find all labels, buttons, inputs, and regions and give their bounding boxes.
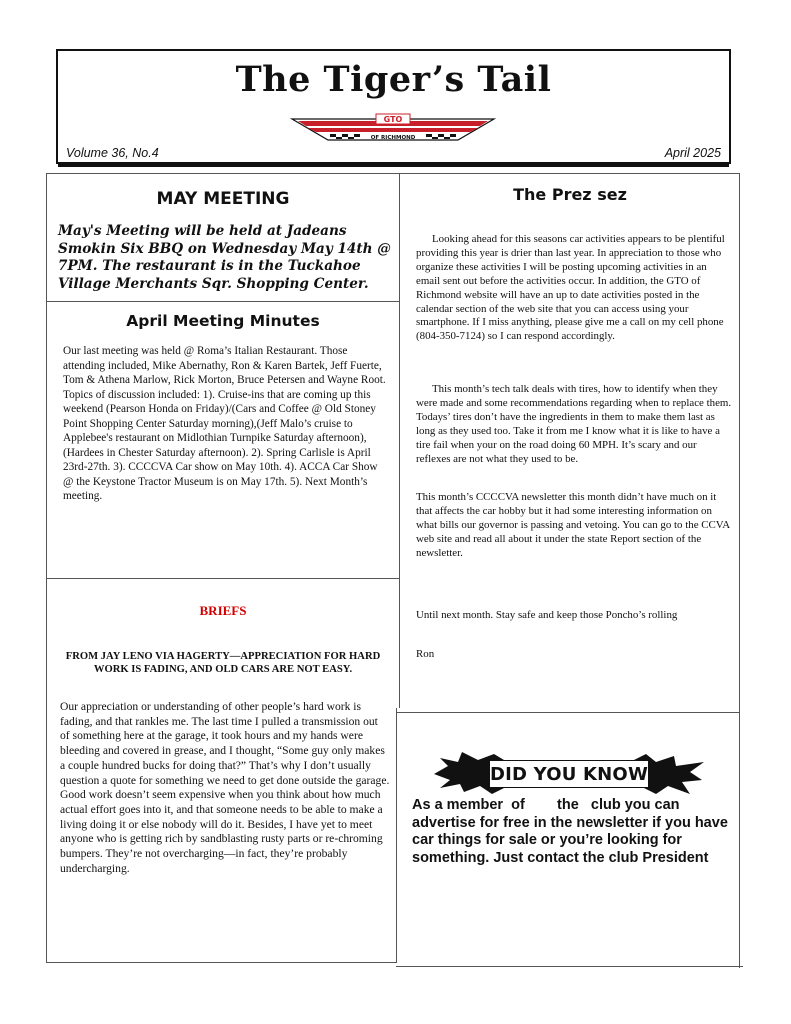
may-meeting-rule	[46, 301, 399, 302]
prez-heading: The Prez sez	[513, 185, 627, 204]
column-divider-upper	[399, 173, 400, 708]
issue-date: April 2025	[664, 146, 721, 160]
bottom-rule-right	[396, 966, 743, 967]
minutes-body: Our last meeting was held @ Roma’s Italian Restaurant. Those attending included, Mike Abernathy, Ron & Karen Bartek, Jeff Fuerte, Tom & Athena Marlow, Rick Morton, Bruce Petersen and Wayne Root. Topics of discussion included: 1). Cruise-ins that are coming up this weekend (Pearson Honda on Friday)/(Cars and Coffee @ Old Stoney Point Shopping Center Saturday morning),(Jeff Malo’s cruise to Applebee's restaurant on Midlothian Turnpike Saturday afternoon), (Hardees in Chester Saturday afternoon). 2). Spring Carlisle is April 23rd-27th. 3). CCCCVA Car show on May 10th. 4). ACCA Car Show @ the Keystone Tractor Museum is on May 17th. 5). Next Month’s meeting.	[63, 345, 386, 502]
prez-signature: Ron	[416, 648, 435, 660]
volume-number: Volume 36, No.4	[66, 146, 159, 160]
prez-paragraph: This month’s tech talk deals with tires, how to identify when they were made and some recommendations regarding when to replace them. Todays’ tires don’t have the ingredients in them to make them last as long as they used too. Take it from me I know what it is like to have a tire fail when your on the road doing 60 MPH. It’s scary and our reflexes are not what they used to be.	[416, 383, 732, 465]
prez-paragraph: This month’s CCCCVA newsletter this month didn’t have much on it that affects the car hobby but it had some interesting information on what bills our governor is passing and vetoing. You can go to the CCVA web site and read all about it under the state Report section of the newsletter.	[416, 491, 730, 559]
column-divider-lower	[396, 708, 397, 963]
briefs-body: Our appreciation or understanding of other people’s hard work is fading, and that rankles me. The last time I pulled a transmission out of something here at the garage, it took hours and my hands were bleeding and covered in grease, and I thought, “Some guy only makes a couple hundred bucks for doing that?” That’s why I don’t usually question a quote for something we need to get done outside the garage. Good work doesn’t seem expensive when you think about how much actual effort goes into it, and that someone needs to be able to make a living doing it or else nobody will do it. Besides, I have yet to meet anyone who is getting rich by sandblasting rusty parts or re-chroming bumpers. They’re not overcharging—in fact, they’re probably undercharging.	[60, 700, 390, 875]
minutes-rule	[46, 578, 399, 579]
logo-subtext: OF RICHMOND	[370, 135, 416, 141]
bottom-rule-left	[46, 962, 396, 963]
newsletter-title: The Tiger’s Tail	[235, 59, 552, 100]
masthead-rule	[58, 164, 729, 167]
may-meeting-body: May's Meeting will be held at Jadeans Smokin Six BBQ on Wednesday May 14th @ 7PM. The restaurant is in the Tuckahoe Village Merchants Sqr. Shopping Center.	[58, 223, 391, 292]
masthead	[56, 49, 731, 164]
briefs-subheading: FROM JAY LENO VIA HAGERTY—APPRECIATION FOR HARD WORK IS FADING, AND OLD CARS ARE NOT EASY.	[65, 651, 381, 675]
left-rule	[46, 173, 47, 963]
logo-text: GTO	[383, 115, 403, 124]
prez-closing: Until next month. Stay safe and keep those Poncho’s rolling	[416, 609, 678, 621]
prez-paragraph: Looking ahead for this seasons car activities appears to be plentiful providing this year is drier than last year. In appreciation to those who organize these activities I will be posting upcoming activities in an email sent out before the activities occur. In addition, the GTO of Richmond website will have an up to date activities posted in the calendar section of the web site that you can access using your smartphone. If I miss anything, please give me a call on my cell phone (804-350-7124) so I can respond accordingly.	[416, 233, 725, 343]
right-rule	[739, 173, 740, 968]
gto-richmond-logo	[290, 113, 496, 141]
top-rule	[46, 173, 740, 174]
minutes-heading: April Meeting Minutes	[126, 312, 320, 330]
did-you-know-body: As a member of the club you can advertise for free in the newsletter if you have car things for sale or you’re looking for something. Just contact the club President	[412, 797, 732, 866]
prez-rule	[396, 712, 740, 713]
did-you-know-title: DID YOU KNOW	[490, 764, 648, 785]
may-meeting-heading: MAY MEETING	[156, 189, 290, 209]
briefs-heading: BRIEFS	[199, 603, 247, 618]
